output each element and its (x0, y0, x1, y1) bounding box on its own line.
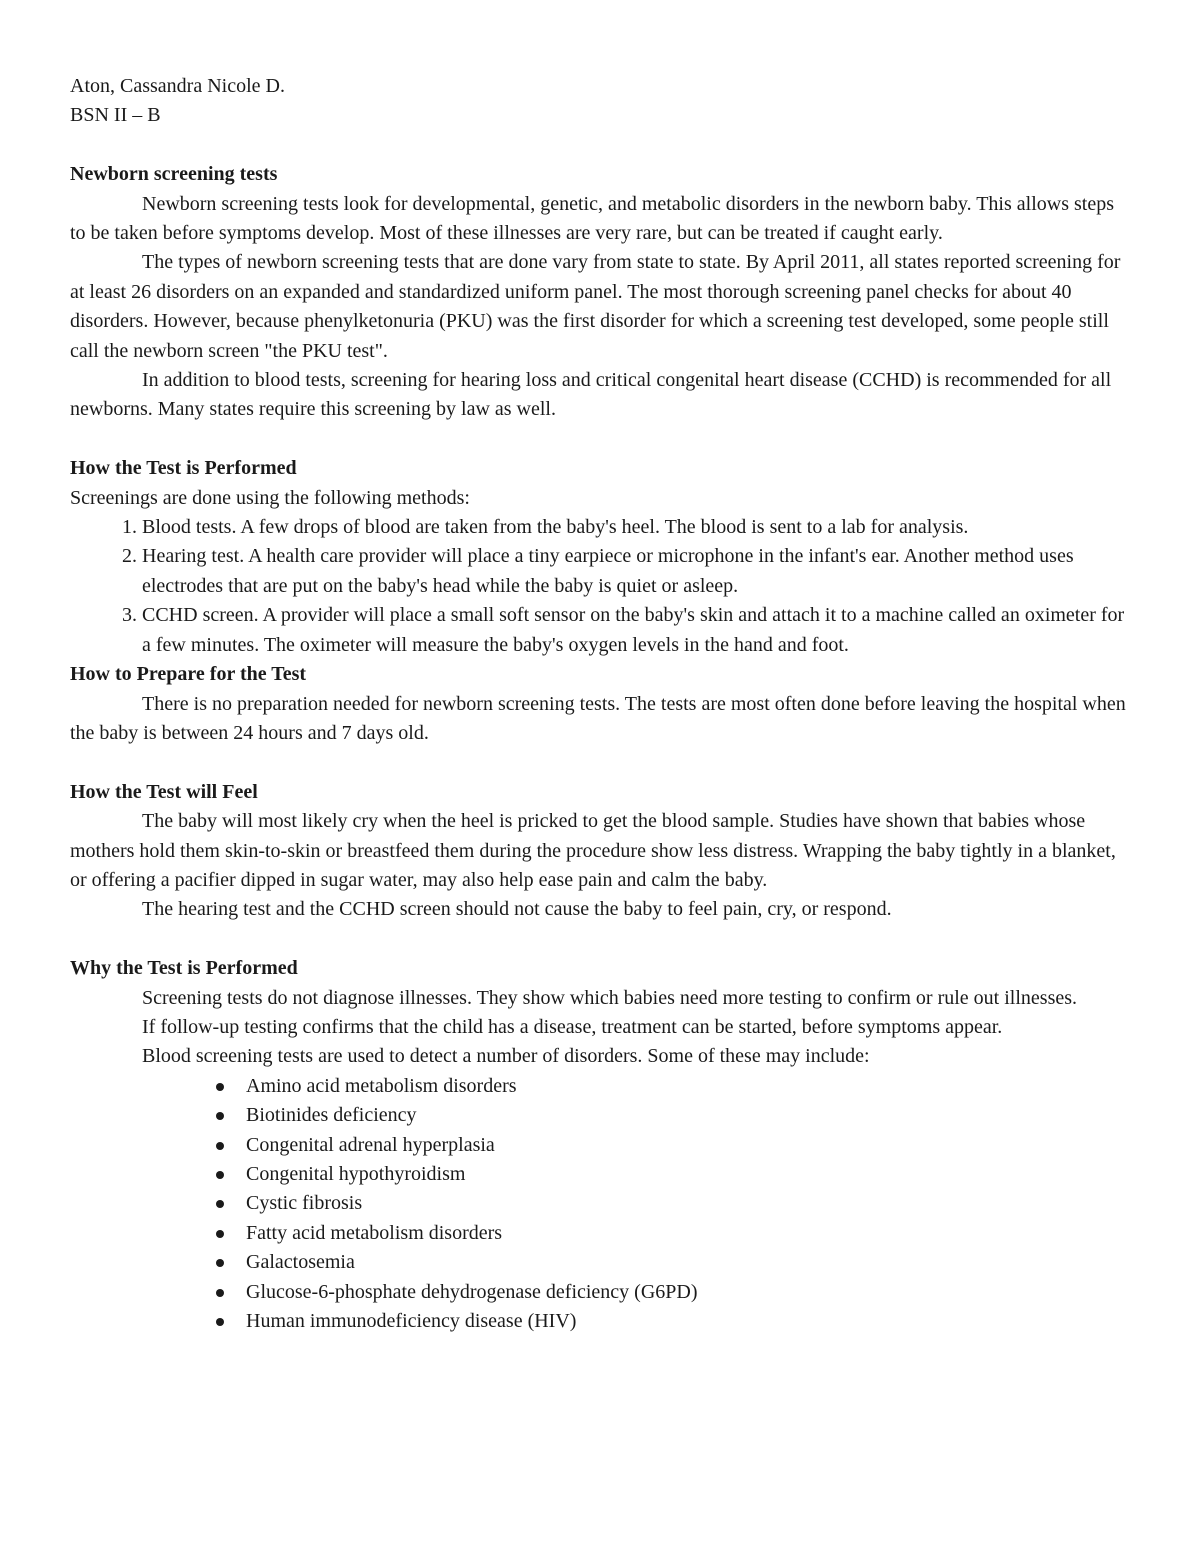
heading-how-feel: How the Test will Feel (70, 780, 258, 803)
disorder-label: Congenital adrenal hyperplasia (246, 1133, 495, 1156)
bullet-icon (216, 1112, 224, 1120)
methods-intro: Screenings are done using the following methods: (70, 486, 470, 509)
heading-how-prepare: How to Prepare for the Test (70, 663, 307, 686)
disorder-label: Amino acid metabolism disorders (246, 1074, 517, 1097)
disorder-label: Fatty acid metabolism disorders (246, 1221, 503, 1244)
disorder-label: Human immunodeficiency disease (HIV) (246, 1310, 577, 1332)
disorders-list (70, 1072, 1130, 1337)
disorder-label: Glucose-6-phosphate dehydrogenase deficiency (G6PD) (246, 1280, 698, 1303)
class-section: BSN II – B (70, 104, 161, 127)
paragraph: The baby will most likely cry when the heel is pricked to get the blood sample. Studies have shown that babies whose mothers hold them skin-to-skin or breastfeed them during the procedure show less distress. Wrapping the baby tightly in a blanket, or offering a pacifier dipped in sugar water, may also help ease pain and calm the baby. (70, 810, 1116, 891)
paragraph: The hearing test and the CCHD screen should not cause the baby to feel pain, cry, or respond. (142, 898, 892, 921)
bullet-icon (216, 1171, 224, 1179)
bullet-icon (216, 1083, 224, 1091)
spacer (70, 925, 1130, 954)
list-item (246, 1307, 1130, 1336)
methods-list (70, 513, 1130, 660)
paragraph: Blood screening tests are used to detect a number of disorders. Some of these may include: (142, 1045, 870, 1068)
spacer (70, 425, 1130, 454)
heading-newborn-screening: Newborn screening tests (70, 163, 278, 186)
bullet-icon (216, 1318, 224, 1326)
list-item (246, 1101, 1130, 1130)
list-item (246, 1219, 1130, 1248)
paragraph: In addition to blood tests, screening for hearing loss and critical congenital heart disease (CCHD) is recommended for all newborns. Many states require this screening by law as well. (70, 369, 1112, 421)
paragraph: There is no preparation needed for newborn screening tests. The tests are most often done before leaving the hospital when the baby is between 24 hours and 7 days old. (70, 692, 1126, 744)
bullet-icon (216, 1200, 224, 1208)
disorder-label: Congenital hypothyroidism (246, 1162, 466, 1185)
list-item (246, 1131, 1130, 1160)
paragraph: If follow-up testing confirms that the child has a disease, treatment can be started, before symptoms appear. (142, 1015, 1003, 1038)
paragraph: Screening tests do not diagnose illnesses. They show which babies need more testing to confirm or rule out illnesses. (142, 986, 1078, 1009)
paragraph: The types of newborn screening tests that are done vary from state to state. By April 2011, all states reported screening for at least 26 disorders on an expanded and standardized uniform panel. The most thorough screening panel checks for about 40 disorders. However, because phenylketonuria (PKU) was the first disorder for which a screening test developed, some people still call the newborn screen "the PKU test". (70, 251, 1121, 362)
list-item (246, 1189, 1130, 1218)
disorder-label: Biotinides deficiency (246, 1104, 417, 1127)
list-item: 3. CCHD screen. A provider will place a small soft sensor on the baby's skin and attach it to a machine called an oximeter for a few minutes. The oximeter will measure the baby's oxygen levels in the hand and foot. (142, 601, 1130, 660)
list-item: 2. Hearing test. A health care provider will place a tiny earpiece or microphone in the infant's ear. Another method uses electrodes that are put on the baby's head while the baby is quiet or asleep. (142, 542, 1130, 601)
list-item (246, 1248, 1130, 1277)
spacer (70, 131, 1130, 160)
disorder-label: Cystic fibrosis (246, 1192, 363, 1215)
heading-how-performed: How the Test is Performed (70, 457, 297, 480)
bullet-icon (216, 1289, 224, 1297)
heading-why-performed: Why the Test is Performed (70, 957, 298, 980)
spacer (70, 748, 1130, 777)
paragraph: Newborn screening tests look for developmental, genetic, and metabolic disorders in the newborn baby. This allows steps to be taken before symptoms develop. Most of these illnesses are very rare, but can be treated if caught early. (70, 192, 1114, 245)
document-page (70, 72, 1130, 1336)
list-item (246, 1160, 1130, 1189)
author-name: Aton, Cassandra Nicole D. (70, 75, 285, 97)
disorder-label: Galactosemia (246, 1251, 355, 1274)
bullet-icon (216, 1142, 224, 1150)
bullet-icon (216, 1259, 224, 1267)
list-item (246, 1278, 1130, 1307)
bullet-icon (216, 1230, 224, 1238)
list-item: 1. Blood tests. A few drops of blood are taken from the baby's heel. The blood is sent to a lab for analysis. (142, 513, 1130, 542)
list-item (246, 1072, 1130, 1101)
